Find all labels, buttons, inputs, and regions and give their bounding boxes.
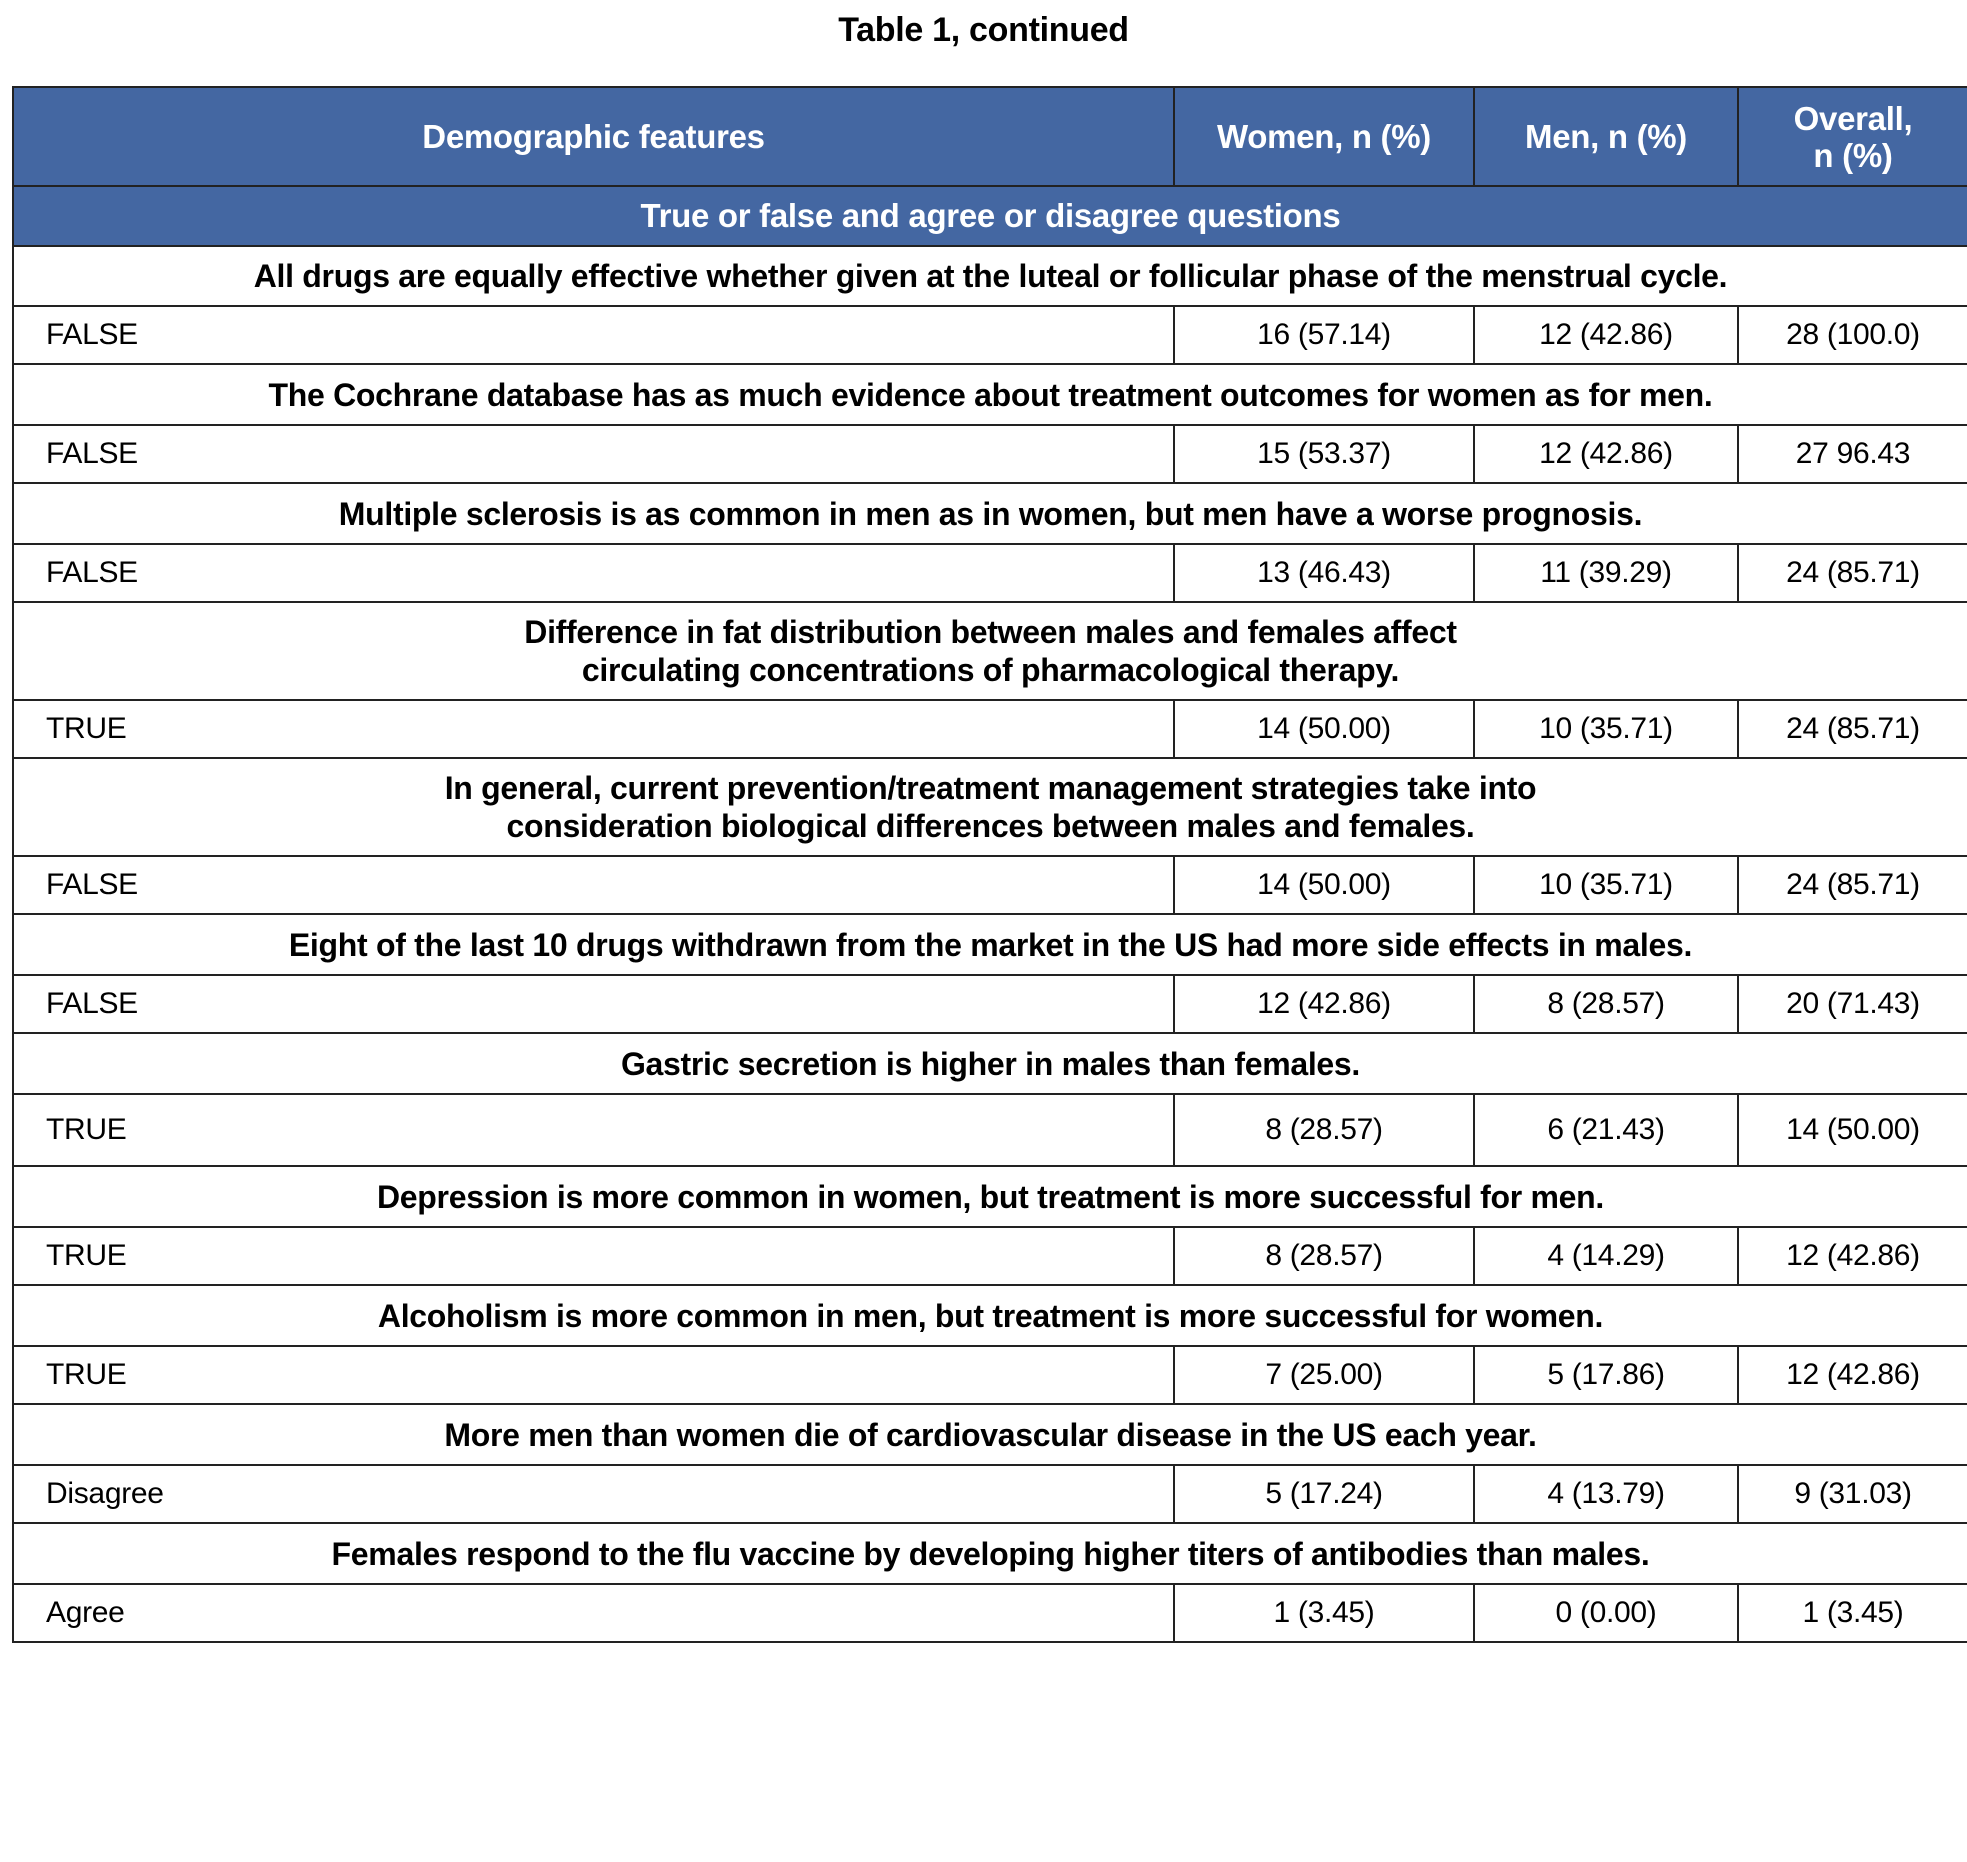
question-text: In general, current prevention/treatment management strategies take into consideration biological differences between males and females. (13, 758, 1967, 856)
question-text: All drugs are equally effective whether given at the luteal or follicular phase of the menstrual cycle. (13, 246, 1967, 306)
answer-label: FALSE (13, 306, 1174, 364)
answer-label: TRUE (13, 700, 1174, 758)
women-value: 8 (28.57) (1174, 1227, 1474, 1285)
answer-row (13, 1227, 1967, 1285)
question-text: Alcoholism is more common in men, but treatment is more successful for women. (13, 1285, 1967, 1346)
question-text: Depression is more common in women, but treatment is more successful for men. (13, 1166, 1967, 1227)
overall-value: 12 (42.86) (1738, 1346, 1967, 1404)
men-value: 6 (21.43) (1474, 1094, 1738, 1166)
question-text: More men than women die of cardiovascular disease in the US each year. (13, 1404, 1967, 1465)
overall-value: 24 (85.71) (1738, 544, 1967, 602)
overall-value: 27 96.43 (1738, 425, 1967, 483)
overall-value: 28 (100.0) (1738, 306, 1967, 364)
overall-value: 12 (42.86) (1738, 1227, 1967, 1285)
overall-value: 1 (3.45) (1738, 1584, 1967, 1642)
men-value: 12 (42.86) (1474, 306, 1738, 364)
women-value: 8 (28.57) (1174, 1094, 1474, 1166)
header-men: Men, n (%) (1474, 87, 1738, 186)
header-women: Women, n (%) (1174, 87, 1474, 186)
men-value: 10 (35.71) (1474, 856, 1738, 914)
question-row (13, 914, 1967, 975)
answer-row (13, 425, 1967, 483)
question-text: The Cochrane database has as much evidence about treatment outcomes for women as for men. (13, 364, 1967, 425)
answer-label: FALSE (13, 975, 1174, 1033)
women-value: 15 (53.37) (1174, 425, 1474, 483)
men-value: 0 (0.00) (1474, 1584, 1738, 1642)
answer-row (13, 1584, 1967, 1642)
question-row (13, 1523, 1967, 1584)
question-row (13, 1033, 1967, 1094)
overall-value: 14 (50.00) (1738, 1094, 1967, 1166)
question-row (13, 483, 1967, 544)
men-value: 12 (42.86) (1474, 425, 1738, 483)
question-row (13, 364, 1967, 425)
men-value: 11 (39.29) (1474, 544, 1738, 602)
answer-row (13, 544, 1967, 602)
women-value: 14 (50.00) (1174, 856, 1474, 914)
answer-row (13, 700, 1967, 758)
overall-value: 24 (85.71) (1738, 856, 1967, 914)
men-value: 5 (17.86) (1474, 1346, 1738, 1404)
question-text: Females respond to the flu vaccine by developing higher titers of antibodies than males. (13, 1523, 1967, 1584)
answer-row (13, 1094, 1967, 1166)
question-row (13, 1285, 1967, 1346)
answer-label: TRUE (13, 1346, 1174, 1404)
answer-row (13, 856, 1967, 914)
question-text: Difference in fat distribution between males and females affect circulating concentrations of pharmacological therapy. (13, 602, 1967, 700)
women-value: 13 (46.43) (1174, 544, 1474, 602)
answer-label: FALSE (13, 544, 1174, 602)
women-value: 16 (57.14) (1174, 306, 1474, 364)
table-title: Table 1, continued (838, 11, 1129, 49)
women-value: 5 (17.24) (1174, 1465, 1474, 1523)
header-overall: Overall, n (%) (1738, 87, 1967, 186)
question-row (13, 246, 1967, 306)
women-value: 1 (3.45) (1174, 1584, 1474, 1642)
section-title: True or false and agree or disagree questions (13, 186, 1967, 246)
question-text: Multiple sclerosis is as common in men as in women, but men have a worse prognosis. (13, 483, 1967, 544)
question-row (13, 1166, 1967, 1227)
question-text: Eight of the last 10 drugs withdrawn from the market in the US had more side effects in males. (13, 914, 1967, 975)
table-body (13, 87, 1967, 1642)
header-demographic-features: Demographic features (13, 87, 1174, 186)
answer-row (13, 306, 1967, 364)
answer-label: TRUE (13, 1227, 1174, 1285)
question-row (13, 1404, 1967, 1465)
answer-row (13, 975, 1967, 1033)
women-value: 7 (25.00) (1174, 1346, 1474, 1404)
header-row (13, 87, 1967, 186)
answer-label: TRUE (13, 1094, 1174, 1166)
question-row (13, 602, 1967, 700)
overall-value: 9 (31.03) (1738, 1465, 1967, 1523)
question-text: Gastric secretion is higher in males than females. (13, 1033, 1967, 1094)
women-value: 14 (50.00) (1174, 700, 1474, 758)
overall-value: 20 (71.43) (1738, 975, 1967, 1033)
overall-value: 24 (85.71) (1738, 700, 1967, 758)
answer-row (13, 1346, 1967, 1404)
answer-label: FALSE (13, 856, 1174, 914)
men-value: 8 (28.57) (1474, 975, 1738, 1033)
answer-row (13, 1465, 1967, 1523)
men-value: 4 (13.79) (1474, 1465, 1738, 1523)
answer-label: Disagree (13, 1465, 1174, 1523)
question-row (13, 758, 1967, 856)
men-value: 4 (14.29) (1474, 1227, 1738, 1285)
women-value: 12 (42.86) (1174, 975, 1474, 1033)
men-value: 10 (35.71) (1474, 700, 1738, 758)
answer-label: Agree (13, 1584, 1174, 1642)
data-table (12, 86, 1967, 1643)
answer-label: FALSE (13, 425, 1174, 483)
section-row (13, 186, 1967, 246)
